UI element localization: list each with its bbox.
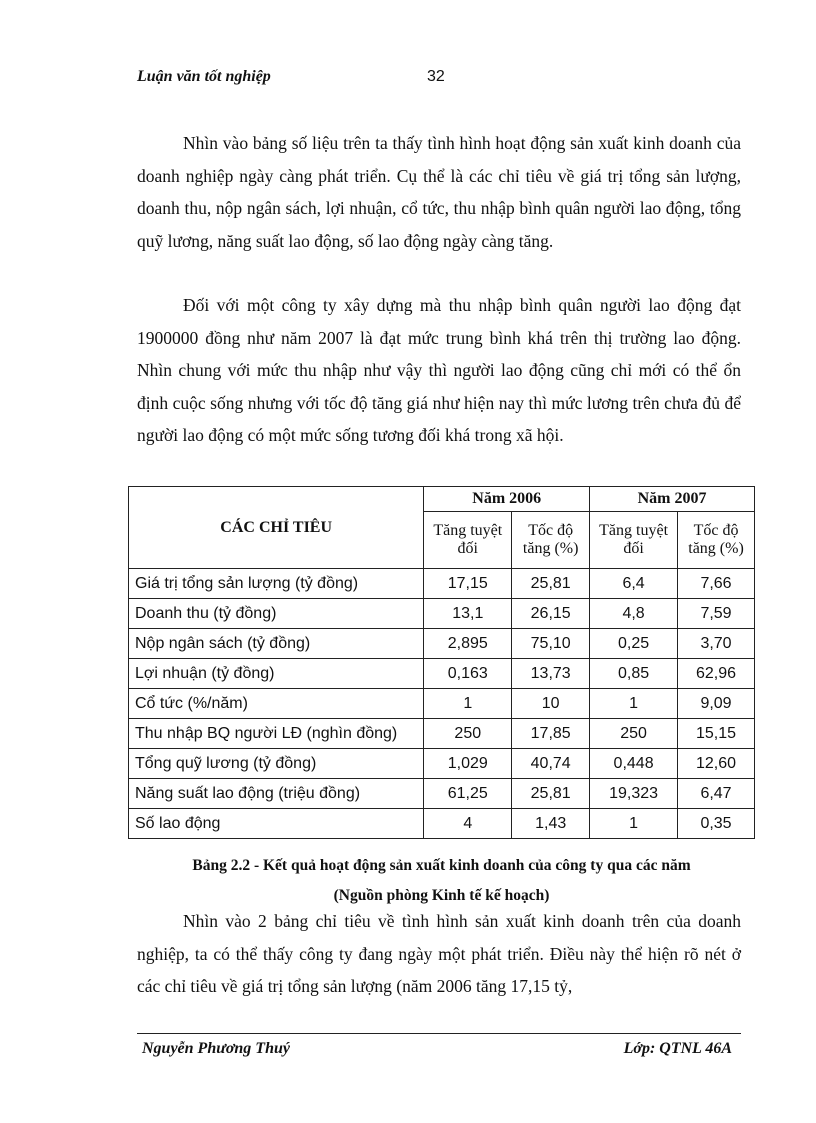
cell-rate-2007: 0,35 (678, 809, 755, 839)
table-row (129, 599, 755, 629)
cell-rate-2007: 3,70 (678, 629, 755, 659)
cell-rate-2006: 25,81 (512, 779, 590, 809)
cell-abs-2006: 2,895 (424, 629, 512, 659)
results-table (128, 486, 755, 839)
table-row (129, 809, 755, 839)
table-row (129, 779, 755, 809)
table-row (129, 659, 755, 689)
table-row (129, 719, 755, 749)
row-label: Năng suất lao động (triệu đồng) (129, 779, 424, 809)
cell-abs-2006: 61,25 (424, 779, 512, 809)
cell-rate-2006: 13,73 (512, 659, 590, 689)
caption-title: Bảng 2.2 - Kết quả hoạt động sản xuất kinh doanh của công ty qua các năm (192, 857, 691, 874)
cell-rate-2007: 6,47 (678, 779, 755, 809)
page-header (137, 68, 747, 92)
paragraph-1-text: Nhìn vào bảng số liệu trên ta thấy tình hình hoạt động sản xuất kinh doanh của doanh nghiệp ngày càng phát triển. Cụ thể là các chỉ tiêu về giá trị tổng sản lượng, doanh thu, nộp ngân sách, lợi nhuận, cổ tức, thu nhập bình quân người lao động, tổng quỹ lương, năng suất lao động, số lao động ngày càng tăng. (137, 133, 741, 251)
cell-rate-2006: 75,10 (512, 629, 590, 659)
table-row (129, 569, 755, 599)
cell-rate-2006: 10 (512, 689, 590, 719)
cell-abs-2007: 4,8 (590, 599, 678, 629)
caption-source: (Nguồn phòng Kinh tế kế hoạch) (333, 887, 550, 904)
cell-abs-2007: 250 (590, 719, 678, 749)
paragraph-3 (137, 905, 741, 1003)
paragraph-2 (137, 289, 741, 452)
page-number: 32 (427, 68, 445, 85)
abs-increase-2006-header: Tăng tuyệt đối (424, 512, 512, 569)
row-label: Lợi nhuận (tỷ đồng) (129, 659, 424, 689)
table-row (129, 689, 755, 719)
cell-abs-2007: 0,25 (590, 629, 678, 659)
cell-abs-2007: 6,4 (590, 569, 678, 599)
cell-rate-2007: 12,60 (678, 749, 755, 779)
row-label: Số lao động (129, 809, 424, 839)
paragraph-2-text: Đối với một công ty xây dựng mà thu nhập bình quân người lao động đạt 1900000 đồng như năm 2007 là đạt mức trung bình khá trên thị trường lao động. Nhìn chung với mức thu nhập như vậy thì người lao động cũng chỉ mới có thể ổn định cuộc sống nhưng với tốc độ tăng giá như hiện nay thì mức lương trên chưa đủ để người lao động có một mức sống tương đối khá trong xã hội. (137, 295, 741, 445)
cell-abs-2006: 1,029 (424, 749, 512, 779)
cell-abs-2006: 4 (424, 809, 512, 839)
table-body (129, 569, 755, 839)
author-name: Nguyễn Phương Thuý (142, 1040, 290, 1057)
cell-rate-2006: 17,85 (512, 719, 590, 749)
class-label: Lớp: QTNL 46A (623, 1040, 732, 1057)
abs-increase-2007-header: Tăng tuyệt đối (590, 512, 678, 569)
cell-abs-2006: 0,163 (424, 659, 512, 689)
growth-rate-2007-header: Tốc độ tăng (%) (678, 512, 755, 569)
cell-abs-2007: 19,323 (590, 779, 678, 809)
cell-rate-2007: 15,15 (678, 719, 755, 749)
document-title: Luận văn tốt nghiệp (137, 68, 271, 85)
table-row (129, 749, 755, 779)
paragraph-3-text: Nhìn vào 2 bảng chỉ tiêu về tình hình sản xuất kinh doanh trên của doanh nghiệp, ta có thể thấy công ty đang ngày một phát triển. Điều này thể hiện rõ nét ở các chỉ tiêu về giá trị tổng sản lượng (năm 2006 tăng 17,15 tỷ, (137, 911, 741, 996)
cell-abs-2007: 0,448 (590, 749, 678, 779)
row-label: Nộp ngân sách (tỷ đồng) (129, 629, 424, 659)
cell-rate-2006: 25,81 (512, 569, 590, 599)
row-label: Doanh thu (tỷ đồng) (129, 599, 424, 629)
cell-rate-2006: 26,15 (512, 599, 590, 629)
year-2007-header: Năm 2007 (590, 487, 755, 512)
indicator-header: CÁC CHỈ TIÊU (129, 487, 424, 569)
cell-rate-2007: 7,59 (678, 599, 755, 629)
row-label: Cổ tức (%/năm) (129, 689, 424, 719)
cell-rate-2007: 9,09 (678, 689, 755, 719)
cell-abs-2006: 17,15 (424, 569, 512, 599)
cell-abs-2007: 1 (590, 809, 678, 839)
paragraph-1 (137, 127, 741, 257)
cell-abs-2006: 13,1 (424, 599, 512, 629)
cell-abs-2006: 250 (424, 719, 512, 749)
growth-rate-2006-header: Tốc độ tăng (%) (512, 512, 590, 569)
row-label: Tổng quỹ lương (tỷ đồng) (129, 749, 424, 779)
footer-divider (137, 1033, 741, 1034)
row-label: Giá trị tổng sản lượng (tỷ đồng) (129, 569, 424, 599)
cell-abs-2007: 0,85 (590, 659, 678, 689)
row-label: Thu nhập BQ người LĐ (nghìn đồng) (129, 719, 424, 749)
cell-rate-2006: 1,43 (512, 809, 590, 839)
table-caption (128, 851, 755, 911)
year-2006-header: Năm 2006 (424, 487, 590, 512)
cell-abs-2006: 1 (424, 689, 512, 719)
cell-rate-2007: 7,66 (678, 569, 755, 599)
cell-rate-2006: 40,74 (512, 749, 590, 779)
cell-rate-2007: 62,96 (678, 659, 755, 689)
table-row (129, 629, 755, 659)
page-footer (142, 1040, 732, 1062)
cell-abs-2007: 1 (590, 689, 678, 719)
